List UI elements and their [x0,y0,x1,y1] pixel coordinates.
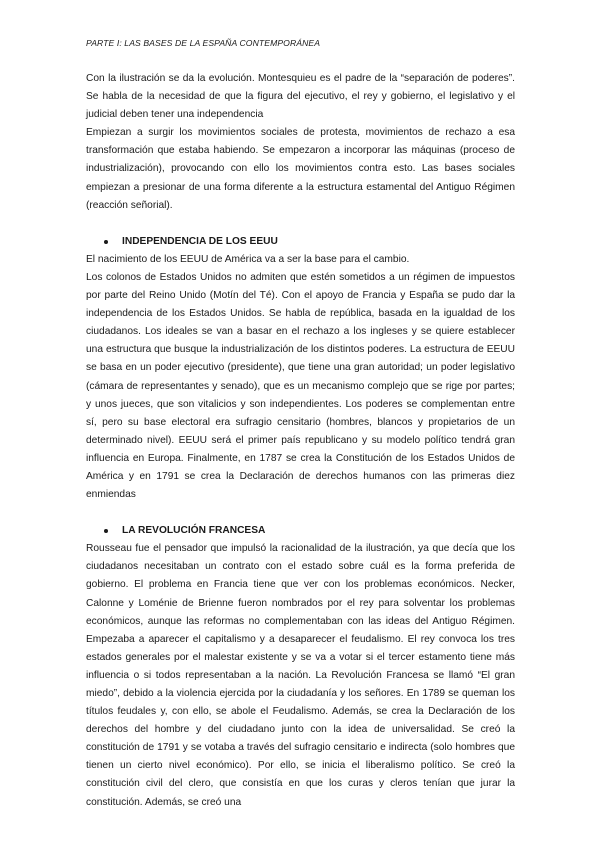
bullet-icon [104,240,108,244]
section-heading-eeuu-text: INDEPENDENCIA DE LOS EEUU [122,235,278,247]
section-heading-eeuu [86,233,515,251]
section-heading-francia-text: LA REVOLUCIÓN FRANCESA [122,525,266,537]
eeuu-paragraph-2: Los colonos de Estados Unidos no admiten que estén sometidos a un régimen de impuestos por parte del Reino Unido (Motín del Té). Con el apoyo de Francia y España se pudo dar la independencia de los Estados Unidos. Se habla de república, basada en la igualdad de los ciudadanos. Los ideales se van a basar en el rechazo a los ingleses y se quiere establecer una estructura que busque la industrialización de los distintos poderes. La estructura de EEUU se basa en un poder ejecutivo (presidente), que tiene una gran autoridad; un poder legislativo (cámara de representantes y senado), que es un mecanismo complejo que se rige por partes; y unos jueces, que son vitalicios y son independientes. Los poderes se complementan entre sí, pero su base electoral era sufragio censitario (hombres, blancos y propietarios de un determinado nivel). EEUU será el primer país republicano y su modelo político tendrá gran influencia en Europa. Finalmente, en 1787 se crea la Constitución de los Estados Unidos de América y en 1791 se crea la Declaración de derechos humanos con las primeras diez enmiendas [86,271,515,501]
intro-paragraph-2: Empiezan a surgir los movimientos sociales de protesta, movimientos de rechazo a esa transformación que estaba habiendo. Se empezaron a incorporar las máquinas (proceso de industrialización), provocando con ello los movimientos contra esto. Las bases sociales empiezan a presionar de una forma diferente a la estructura estamental del Antiguo Régimen (reacción señorial). [86,127,515,211]
section-heading-francia [86,522,515,540]
bullet-icon [104,529,108,533]
francia-paragraph-1: Rousseau fue el pensador que impulsó la racionalidad de la ilustración, ya que decía que los ciudadanos necesitaban un contrato con el estado sobre cuál es la forma preferida de gobierno. El problema en Francia tiene que ver con los problemas económicos. Necker, Calonne y Loménie de Brienne fueron nombrados por el rey para solventar los problemas económicos, aunque las reformas no complementaban con las ideas del Antiguo Régimen. Empezaba a aparecer el capitalismo y a desaparecer el feudalismo. El rey convoca los tres estados generales por el malestar existente y se va a votar si el tercer estamento tiene más influencia o si todos representaban a la nación. La Revolución Francesa se llamó “El gran miedo”, debido a la violencia ejercida por la ciudadanía y los señores. En 1789 se queman los títulos feudales y, con ello, se abole el Feudalismo. Además, se crea la Declaración de los derechos del hombre y del ciudadano junto con la idea de universalidad. Se creó la constitución de 1791 y se votaba a través del sufragio censitario e indirecta (solo hombres que tienen un cierto nivel económico). Por ello, se inicia el liberalismo político. Se creó la constitución civil del clero, que consistía en que los curas y cleros tenían que jurar la constitución. Además, se creó una [86,543,515,808]
eeuu-paragraph-1: El nacimiento de los EEUU de América va a ser la base para el cambio. [86,253,410,265]
spacer [86,504,515,522]
intro-paragraph-1: Con la ilustración se da la evolución. Montesquieu es el padre de la “separación de poderes”. Se habla de la necesidad de que la figura del ejecutivo, el rey y gobierno, el legislativo y el judicial deben tener una independencia [86,73,515,121]
spacer [86,215,515,233]
running-header: PARTE I: LAS BASES DE LA ESPAÑA CONTEMPORÁNEA [86,38,321,48]
